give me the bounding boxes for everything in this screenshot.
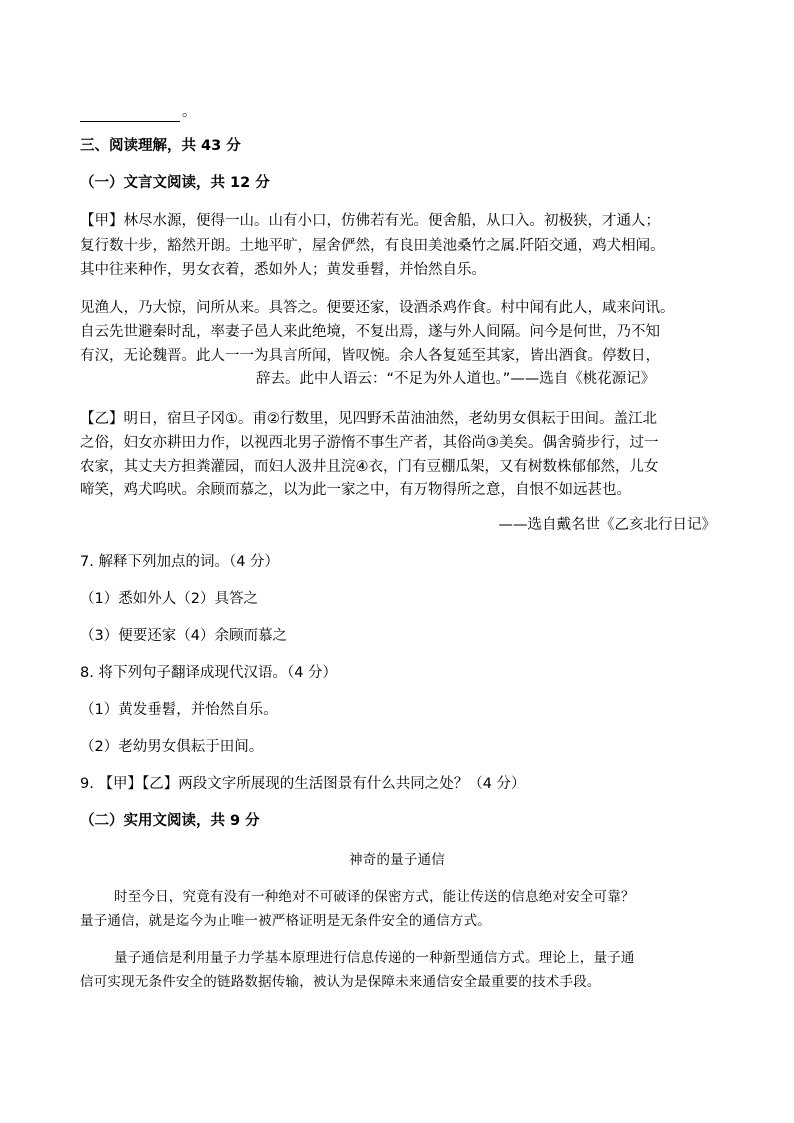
classical-reading-title: （一）文言文阅读，共 12 分	[80, 175, 270, 191]
section-3-title: 三、阅读理解，共 43 分	[80, 138, 241, 154]
yi-line-3: 农家，其丈夫方担粪灌园，而妇人汲井且浣④衣，门有豆棚瓜架，又有树数株郁郁然，儿女	[80, 459, 659, 475]
jia2-line-4-source: 辞去。此中人语云：“不足为外人道也。”——选自《桃花源记》	[256, 371, 656, 387]
article-p1-line-1: 时至今日，究竟有没有一种绝对不可破译的保密方式，能让传送的信息绝对安全可靠？	[114, 889, 635, 905]
fill-blank-end: 。	[182, 104, 197, 120]
question-7: 7. 解释下列加点的词。（4 分）	[80, 554, 280, 570]
yi-line-4: 啼笑，鸡犬呜吠。余顾而慕之，以为此一家之中，有万物得所之意，自恨不如远甚也。	[80, 482, 631, 498]
article-p1-line-2: 量子通信，就是迄今为止唯一被严格证明是无条件安全的通信方式。	[80, 913, 491, 929]
question-8: 8. 将下列句子翻译成现代汉语。（4 分）	[80, 665, 338, 681]
question-7-items-a: （1）悉如外人（2）具答之	[80, 591, 258, 607]
yi-line-2: 之俗，妇女亦耕田力作，以视西北男子游惰不事生产者，其俗尚③美矣。偶舍骑步行，过一	[80, 435, 659, 451]
question-9: 9. 【甲】【乙】两段文字所展现的生活图景有什么共同之处？（4 分）	[80, 776, 526, 792]
question-8-item-1: （1）黄发垂髫，并怡然自乐。	[80, 702, 278, 718]
article-p2-line-1: 量子通信是利用量子力学基本原理进行信息传递的一种新型通信方式。理论上，量子通	[114, 950, 635, 966]
jia-line-1: 【甲】林尽水源，便得一山。山有小口，仿佛若有光。便舍船，从口入。初极狭，才通人；	[80, 213, 660, 229]
yi-source: ——选自戴名世《乙亥北行日记》	[498, 517, 716, 533]
article-p2-line-2: 信可实现无条件安全的链路数据传输，被认为是保障未来通信安全最重要的技术手段。	[80, 974, 601, 990]
jia-line-2: 复行数十步，豁然开朗。土地平旷，屋舍俨然，有良田美池桑竹之属.阡陌交通，鸡犬相闻。	[80, 238, 665, 254]
practical-reading-title: （二）实用文阅读，共 9 分	[80, 813, 260, 829]
question-8-item-2: （2）老幼男女俱耘于田间。	[80, 739, 264, 755]
fill-blank-line	[80, 102, 197, 122]
jia2-line-3: 有汉，无论魏晋。此人一一为具言所闻，皆叹惋。余人各复延至其家，皆出酒食。停数日，	[80, 348, 660, 364]
yi-line-1: 【乙】明日，宿旦子冈①。甫②行数里，见四野禾苗油油然，老幼男女俱耘于田间。盖江北	[80, 411, 657, 427]
answer-blank	[80, 120, 180, 122]
question-7-items-b: （3）便要还家（4）余顾而慕之	[80, 628, 287, 644]
jia-line-3: 其中往来种作，男女衣着，悉如外人；黄发垂髫，并怡然自乐。	[80, 262, 486, 278]
jia2-line-2: 自云先世避秦时乱，率妻子邑人来此绝境，不复出焉，遂与外人间隔。问今是何世，乃不知	[80, 324, 660, 340]
jia2-line-1: 见渔人，乃大惊，问所从来。具答之。便要还家，设酒杀鸡作食。村中闻有此人，咸来问讯。	[80, 300, 675, 316]
article-title: 神奇的量子通信	[349, 852, 445, 868]
